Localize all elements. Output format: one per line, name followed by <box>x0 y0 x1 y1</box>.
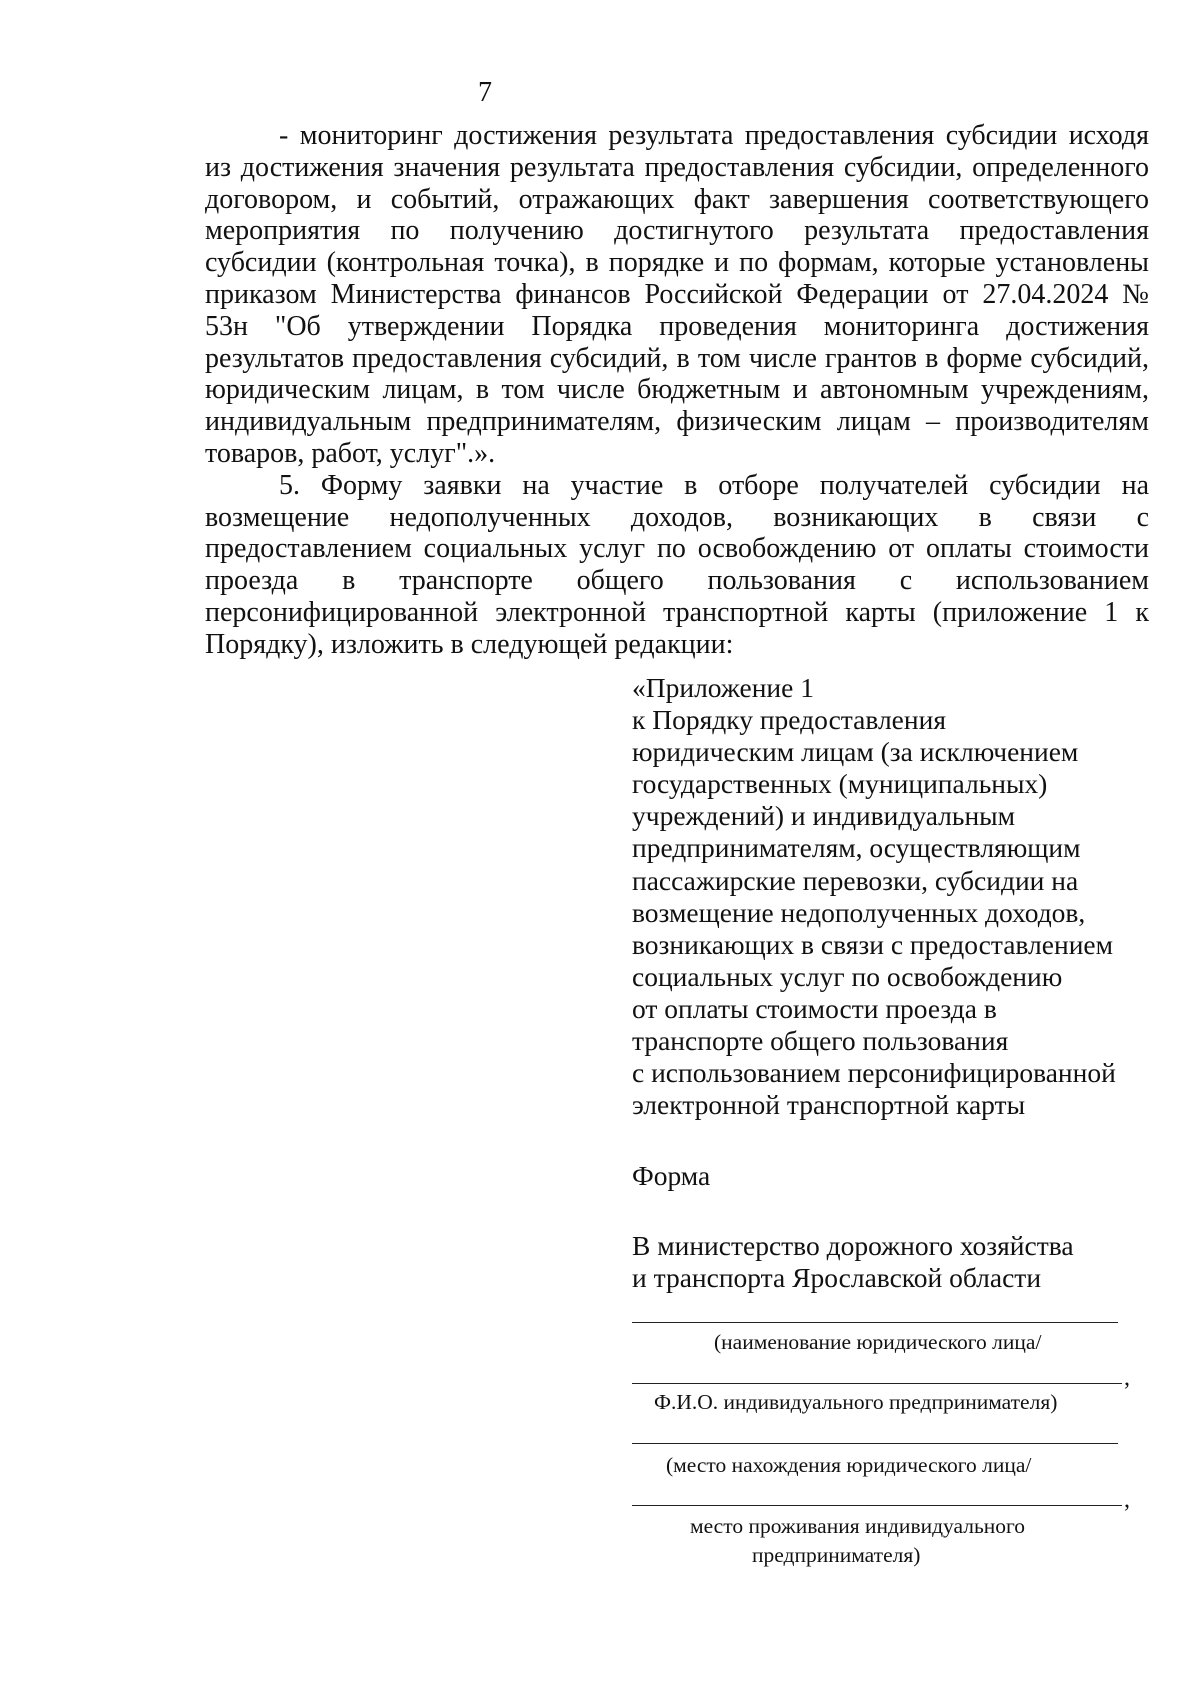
recipient-block <box>632 1230 1152 1294</box>
recipient-line: и транспорта Ярославской области <box>632 1262 1042 1293</box>
legal-location-caption: (место нахождения юридического лица/ <box>666 1453 1032 1477</box>
appendix-line: социальных услуг по освобождению <box>632 960 1063 992</box>
residence-caption-line1: место проживания индивидуального <box>690 1514 1026 1538</box>
field-comma: , <box>1124 1365 1130 1391</box>
appendix-line: электронной транспортной карты <box>632 1089 1026 1121</box>
field-comma: , <box>1124 1487 1130 1513</box>
body-text <box>205 120 1149 661</box>
legal-name-caption: (наименование юридического лица/ <box>714 1330 1042 1354</box>
appendix-line: возмещение недополученных доходов, <box>632 896 1086 928</box>
appendix-line: возникающих в связи с предоставлением <box>632 928 1114 960</box>
entrepreneur-name-caption: Ф.И.О. индивидуального предпринимателя) <box>654 1390 1058 1414</box>
paragraph-monitoring: - мониторинг достижения результата предоставления субсидии исходя из достижения значения результата предоставления субсидии, определенного договором, и событий, отражающих факт завершения соответствующего мероприятия по получению достигнутого результата предоставления субсидии (контрольная точка), в порядке и по формам, которые установлены приказом Министерства финансов Российской Федерации от 27.04.2024 № 53н "Об утверждении Порядка проведения мониторинга достижения результатов предоставления субсидий, в том числе грантов в форме субсидий, юридическим лицам, в том числе бюджетным и автономным учреждениям, индивидуальным предпринимателям, физическим лицам – производителям товаров, работ, услуг".». <box>205 120 1149 469</box>
appendix-line: предпринимателям, осуществляющим <box>632 832 1081 864</box>
appendix-line: к Порядку предоставления <box>632 704 946 736</box>
appendix-line: юридическим лицам (за исключением <box>632 736 1079 768</box>
residence-field-line[interactable] <box>632 1505 1122 1506</box>
appendix-line: пассажирские перевозки, субсидии на <box>632 864 1079 896</box>
legal-location-field-line[interactable] <box>632 1443 1118 1444</box>
appendix-header <box>632 672 1172 1121</box>
appendix-line: государственных (муниципальных) <box>632 768 1048 800</box>
appendix-line: от оплаты стоимости проезда в <box>632 992 997 1024</box>
residence-caption-line2: предпринимателя) <box>752 1543 921 1567</box>
appendix-line: с использованием персонифицированной <box>632 1057 1116 1089</box>
appendix-line: «Приложение 1 <box>632 672 814 703</box>
form-label: Форма <box>632 1160 711 1191</box>
appendix-line: транспорте общего пользования <box>632 1025 1009 1057</box>
page-number: 7 <box>478 77 492 108</box>
entrepreneur-name-field-line[interactable] <box>632 1383 1122 1384</box>
paragraph-5: 5. Форму заявки на участие в отборе получателей субсидии на возмещение недополученных доходов, возникающих в связи с предоставлением социальных услуг по освобождению от оплаты стоимости проезда в транспорте общего пользования с использованием персонифицированной электронной транспортной карты (приложение 1 к Порядку), изложить в следующей редакции: <box>205 469 1149 660</box>
legal-name-field-line[interactable] <box>632 1322 1118 1323</box>
appendix-line: учреждений) и индивидуальным <box>632 800 1016 832</box>
recipient-line: В министерство дорожного хозяйства <box>632 1230 1074 1261</box>
